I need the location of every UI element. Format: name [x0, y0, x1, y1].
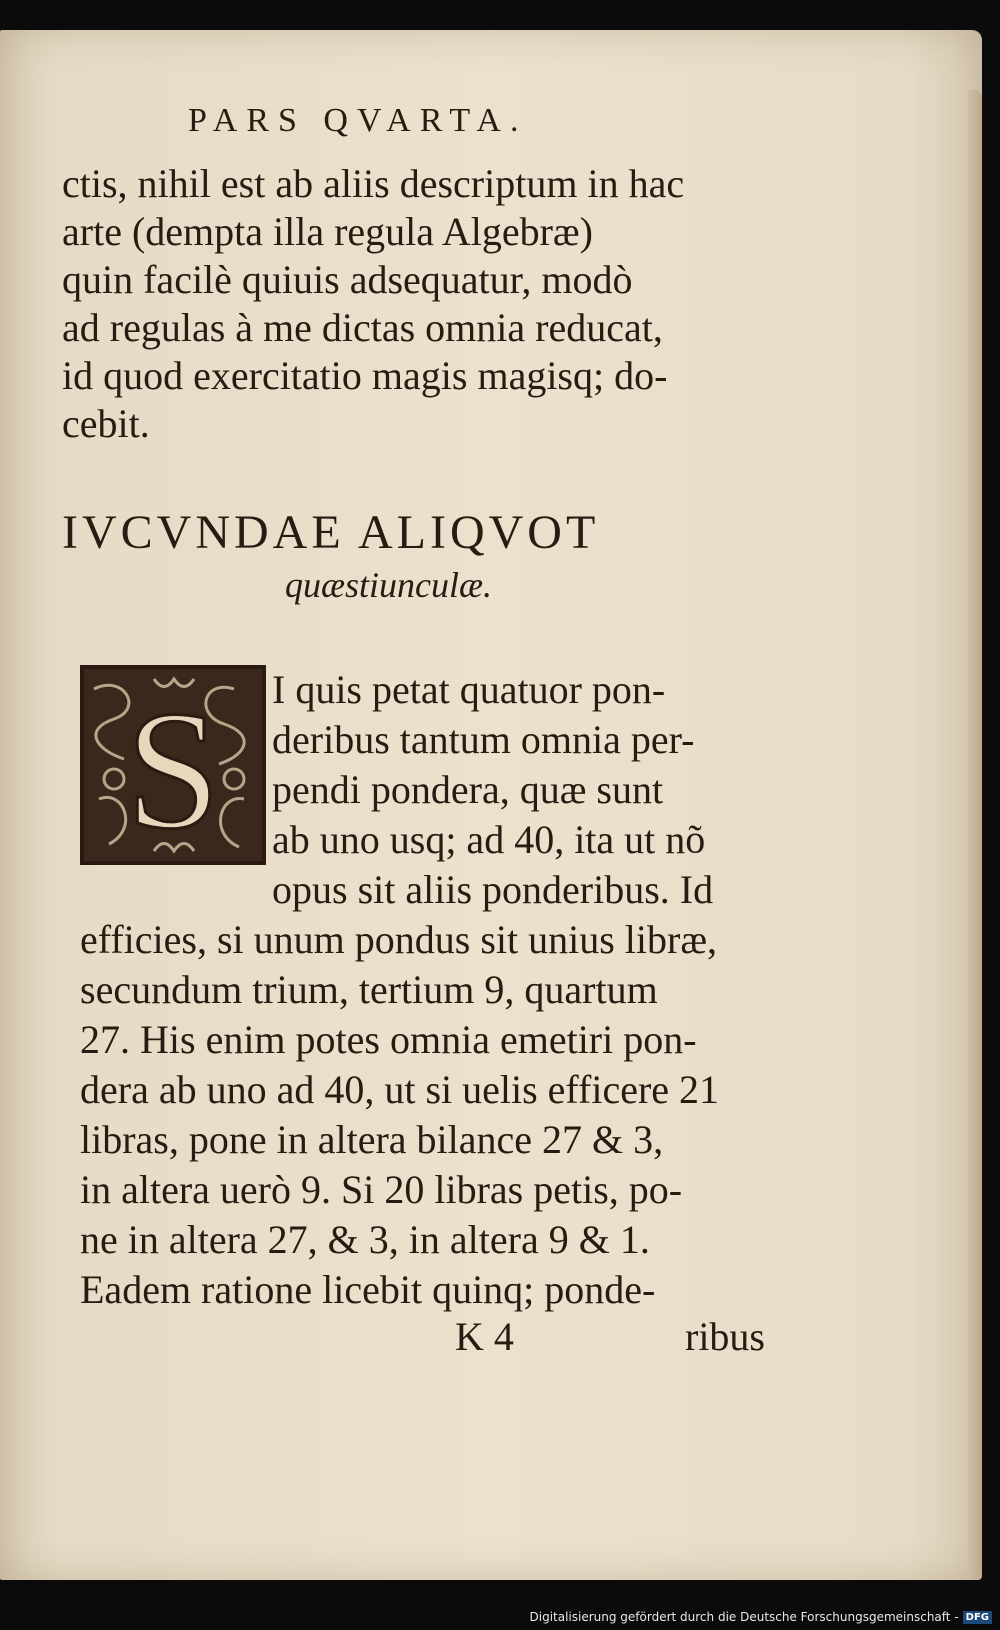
text-line: 27. His enim potes omnia emetiri pon-: [80, 1017, 697, 1062]
decorated-initial-s: [80, 665, 266, 865]
text-line: dera ab uno ad 40, ut si uelis efficere 21: [80, 1067, 720, 1112]
paragraph-full: [80, 915, 780, 1315]
text-line: I quis petat quatuor pon-: [272, 667, 666, 712]
text-line: pendi pondera, quæ sunt: [272, 767, 664, 812]
digitization-credit: [530, 1610, 993, 1624]
ornamental-initial-icon: [84, 669, 262, 861]
text-line: deribus tantum omnia per-: [272, 717, 695, 762]
signature-mark: K 4: [455, 1314, 514, 1359]
text-line: arte (dempta illa regula Algebræ): [62, 209, 593, 254]
text-line: ne in altera 27, & 3, in altera 9 & 1.: [80, 1217, 650, 1262]
paragraph-indented: [272, 665, 777, 915]
book-page: [0, 30, 982, 1580]
text-line: ad regulas à me dictas omnia reducat,: [62, 305, 663, 350]
text-line: cebit.: [62, 401, 150, 446]
text-line: quin facilè quiuis adsequatur, modò: [62, 257, 633, 302]
dfg-logo: DFG: [963, 1611, 992, 1624]
text-line: efficies, si unum pondus sit unius libræ,: [80, 917, 718, 962]
running-title: PARS QVARTA.: [188, 102, 528, 139]
section-title: IVCVNDAE ALIQVOT: [62, 506, 600, 559]
text-line: id quod exercitatio magis magisq; do-: [62, 353, 668, 398]
initial-letter: S: [125, 676, 221, 861]
page-edge: [968, 90, 982, 1580]
text-line: secundum trium, tertium 9, quartum: [80, 967, 658, 1012]
text-line: opus sit aliis ponderibus. Id: [272, 867, 714, 912]
section-subtitle: quæstiunculæ.: [285, 565, 493, 605]
credit-text: Digitalisierung gefördert durch die Deutsche Forschungsgemeinschaft -: [529, 1610, 959, 1624]
text-line: libras, pone in altera bilance 27 & 3,: [80, 1117, 664, 1162]
text-line: Eadem ratione licebit quinq; ponde-: [80, 1267, 656, 1312]
catchword: ribus: [685, 1314, 765, 1359]
text-line: in altera uerò 9. Si 20 libras petis, po-: [80, 1167, 683, 1212]
text-line: ctis, nihil est ab aliis descriptum in hac: [62, 161, 685, 206]
body-text: [62, 160, 782, 448]
text-line: ab uno usq; ad 40, ita ut nõ: [272, 817, 706, 862]
